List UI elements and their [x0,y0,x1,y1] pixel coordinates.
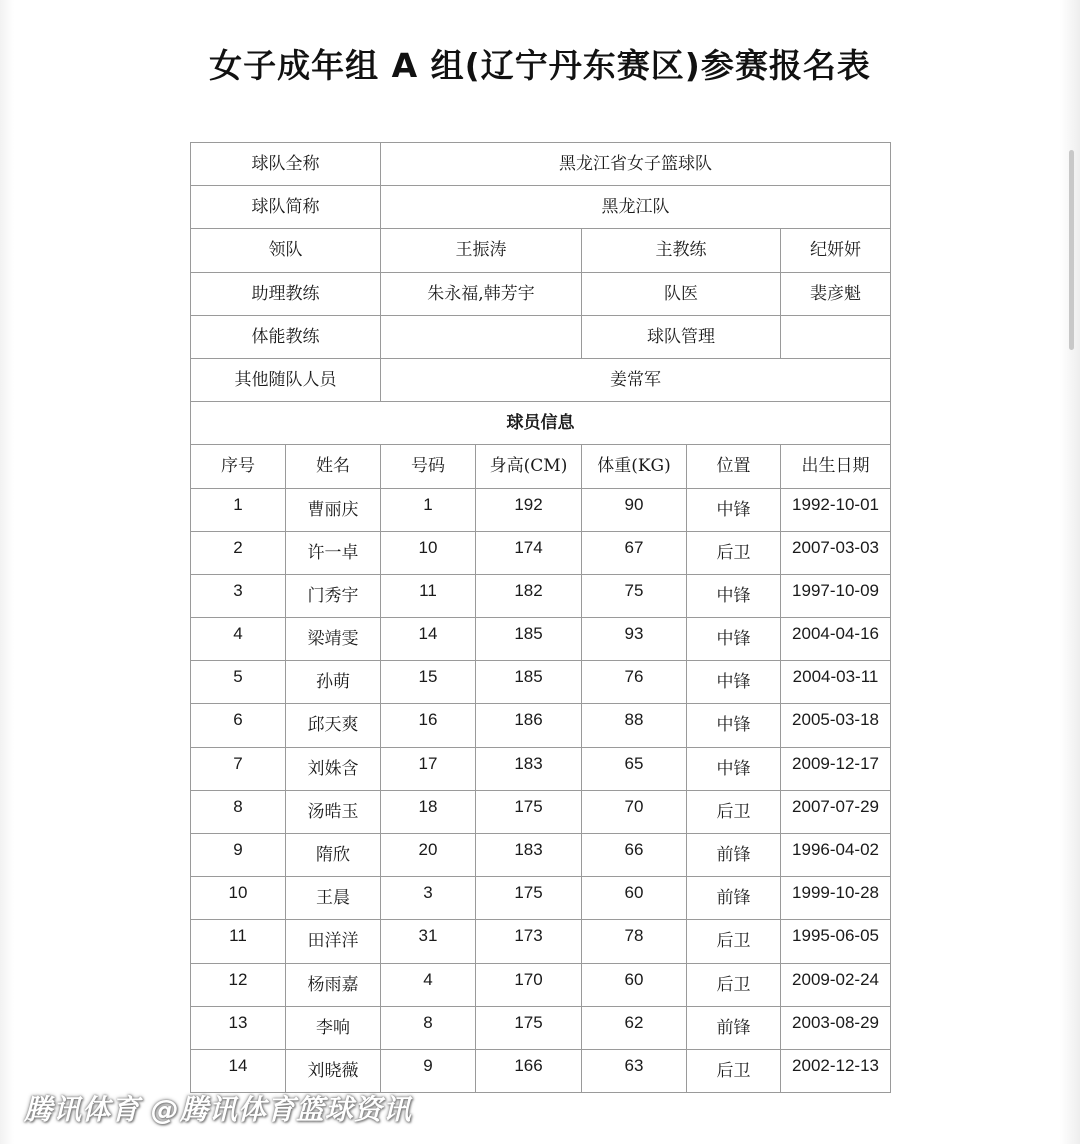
player-weight: 70 [582,790,687,833]
player-height: 170 [476,963,582,1006]
player-index: 2 [191,531,286,574]
player-name: 刘姝含 [286,747,381,790]
player-index: 9 [191,834,286,877]
player-index: 5 [191,661,286,704]
column-header: 身高(CM) [476,445,582,488]
player-position: 后卫 [687,531,781,574]
page-title: 女子成年组 A 组(辽宁丹东赛区)参赛报名表 [209,46,871,85]
player-number: 18 [381,790,476,833]
player-birthdate: 2007-07-29 [781,790,891,833]
player-index: 10 [191,877,286,920]
player-number: 10 [381,531,476,574]
player-position: 后卫 [687,963,781,1006]
player-rows [191,488,891,1093]
info-value: 姜常军 [381,358,891,401]
player-number: 15 [381,661,476,704]
player-position: 后卫 [687,790,781,833]
player-name: 汤晧玉 [286,790,381,833]
player-weight: 76 [582,661,687,704]
info-label: 领队 [191,229,381,272]
watermark: 腾讯体育 @腾讯体育篮球资讯 [24,1093,412,1126]
player-row [191,618,891,661]
player-position: 前锋 [687,834,781,877]
info-row-others [191,358,891,401]
player-index: 6 [191,704,286,747]
info-label: 其他随队人员 [191,358,381,401]
player-birthdate: 1995-06-05 [781,920,891,963]
player-birthdate: 2004-04-16 [781,618,891,661]
player-row [191,920,891,963]
player-birthdate: 1997-10-09 [781,574,891,617]
player-row [191,790,891,833]
player-index: 4 [191,618,286,661]
player-name: 邱天爽 [286,704,381,747]
column-header: 号码 [381,445,476,488]
player-weight: 63 [582,1049,687,1092]
player-number: 9 [381,1049,476,1092]
player-height: 175 [476,790,582,833]
player-number: 20 [381,834,476,877]
player-row [191,963,891,1006]
player-name: 田洋洋 [286,920,381,963]
section-header: 球员信息 [191,402,891,445]
player-number: 16 [381,704,476,747]
player-position: 中锋 [687,704,781,747]
player-weight: 88 [582,704,687,747]
player-row [191,1006,891,1049]
player-height: 182 [476,574,582,617]
player-number: 31 [381,920,476,963]
player-height: 175 [476,877,582,920]
player-birthdate: 2009-02-24 [781,963,891,1006]
player-number: 3 [381,877,476,920]
section-header-row [191,402,891,445]
player-row [191,834,891,877]
info-value: 朱永福,韩芳宇 [381,272,582,315]
player-name: 隋欣 [286,834,381,877]
player-row [191,877,891,920]
player-number: 17 [381,747,476,790]
info-label: 球队全称 [191,143,381,186]
player-weight: 78 [582,920,687,963]
player-position: 中锋 [687,618,781,661]
column-header-row [191,445,891,488]
player-height: 192 [476,488,582,531]
registration-table [190,142,891,1093]
player-height: 186 [476,704,582,747]
player-name: 曹丽庆 [286,488,381,531]
player-birthdate: 1992-10-01 [781,488,891,531]
player-number: 8 [381,1006,476,1049]
player-position: 中锋 [687,574,781,617]
player-height: 166 [476,1049,582,1092]
player-row [191,1049,891,1092]
player-name: 王晨 [286,877,381,920]
player-height: 183 [476,834,582,877]
player-number: 4 [381,963,476,1006]
info-label: 球队简称 [191,186,381,229]
player-position: 后卫 [687,920,781,963]
player-birthdate: 2004-03-11 [781,661,891,704]
player-index: 13 [191,1006,286,1049]
player-height: 185 [476,618,582,661]
column-header: 位置 [687,445,781,488]
info-value: 黑龙江省女子篮球队 [381,143,891,186]
player-birthdate: 1996-04-02 [781,834,891,877]
player-weight: 67 [582,531,687,574]
player-number: 11 [381,574,476,617]
player-position: 前锋 [687,877,781,920]
player-index: 14 [191,1049,286,1092]
player-position: 中锋 [687,747,781,790]
player-weight: 66 [582,834,687,877]
info-row-team-full [191,143,891,186]
player-weight: 75 [582,574,687,617]
info-row-leader [191,229,891,272]
column-header: 序号 [191,445,286,488]
info-value: 纪妍妍 [781,229,891,272]
player-position: 中锋 [687,661,781,704]
player-row [191,574,891,617]
player-weight: 90 [582,488,687,531]
info-value: 裴彦魁 [781,272,891,315]
player-row [191,531,891,574]
player-row [191,747,891,790]
info-label: 助理教练 [191,272,381,315]
player-index: 7 [191,747,286,790]
player-weight: 62 [582,1006,687,1049]
info-row-assistant [191,272,891,315]
player-height: 175 [476,1006,582,1049]
player-birthdate: 2009-12-17 [781,747,891,790]
player-row [191,704,891,747]
player-row [191,661,891,704]
player-birthdate: 2007-03-03 [781,531,891,574]
player-index: 12 [191,963,286,1006]
player-index: 1 [191,488,286,531]
player-name: 梁靖雯 [286,618,381,661]
info-value: 黑龙江队 [381,186,891,229]
player-name: 孙萌 [286,661,381,704]
player-name: 许一卓 [286,531,381,574]
scrollbar[interactable] [1069,150,1074,350]
player-weight: 60 [582,963,687,1006]
player-name: 杨雨嘉 [286,963,381,1006]
info-value: 王振涛 [381,229,582,272]
player-index: 8 [191,790,286,833]
player-weight: 60 [582,877,687,920]
player-index: 11 [191,920,286,963]
player-name: 门秀宇 [286,574,381,617]
column-header: 出生日期 [781,445,891,488]
info-label: 队医 [582,272,781,315]
player-height: 183 [476,747,582,790]
player-position: 中锋 [687,488,781,531]
player-name: 刘晓薇 [286,1049,381,1092]
player-weight: 93 [582,618,687,661]
player-height: 185 [476,661,582,704]
player-name: 李响 [286,1006,381,1049]
player-birthdate: 2002-12-13 [781,1049,891,1092]
player-height: 174 [476,531,582,574]
column-header: 姓名 [286,445,381,488]
player-birthdate: 2005-03-18 [781,704,891,747]
player-number: 1 [381,488,476,531]
player-birthdate: 1999-10-28 [781,877,891,920]
info-row-team-short [191,186,891,229]
column-header: 体重(KG) [582,445,687,488]
player-position: 后卫 [687,1049,781,1092]
player-height: 173 [476,920,582,963]
player-weight: 65 [582,747,687,790]
player-birthdate: 2003-08-29 [781,1006,891,1049]
info-label: 体能教练 [191,315,381,358]
player-number: 14 [381,618,476,661]
info-label: 主教练 [582,229,781,272]
player-index: 3 [191,574,286,617]
info-value [781,315,891,358]
info-label: 球队管理 [582,315,781,358]
player-position: 前锋 [687,1006,781,1049]
info-row-fitness [191,315,891,358]
player-row [191,488,891,531]
info-value [381,315,582,358]
